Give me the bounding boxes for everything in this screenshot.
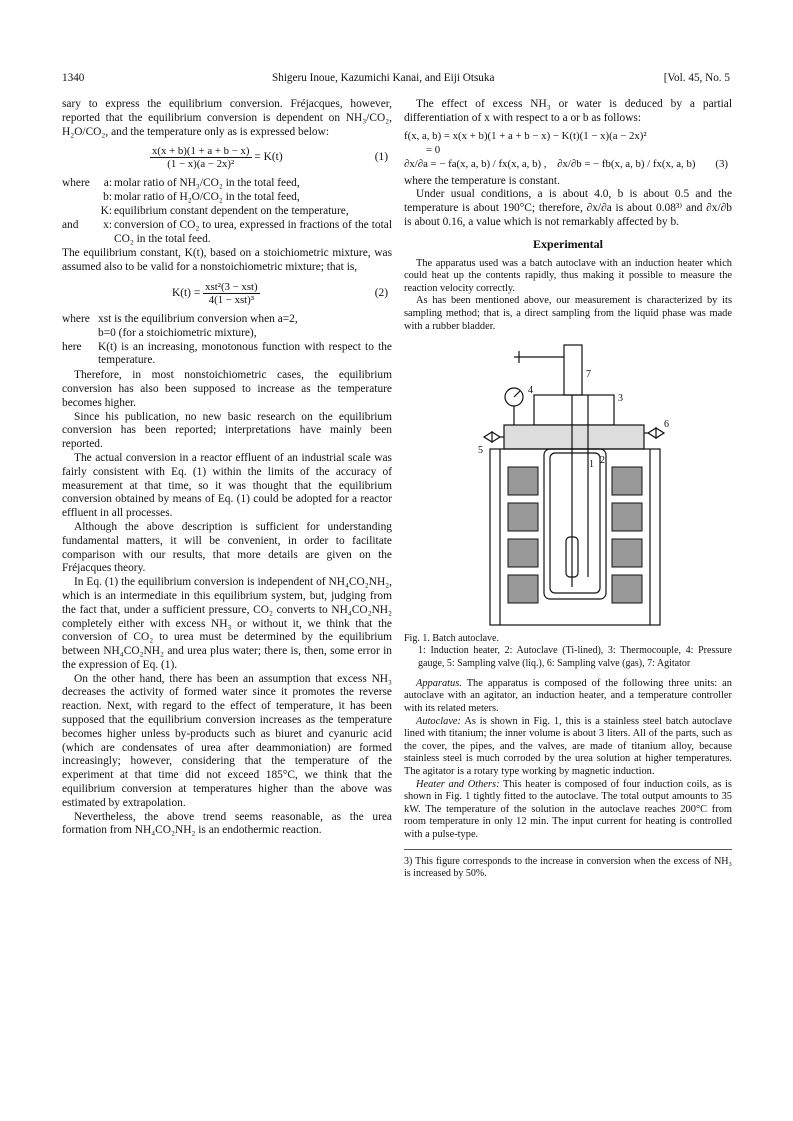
- paragraph-heater: [404, 779, 732, 842]
- equation-1: [62, 143, 392, 173]
- page-number: 1340: [62, 72, 85, 84]
- equation-2: [62, 279, 392, 309]
- paragraph: Nevertheless, the above trend seems reasonable, as the urea formation from NH₄CO₂NH₂ is an endothermic reaction.: [62, 810, 392, 837]
- agitator-motor: [564, 345, 582, 395]
- def-symbol: b:: [103, 191, 112, 204]
- paragraph: sary to express the equilibrium conversion. Fréjacques, however, reported that the equilibrium conversion is dependent on NH₃/CO₂, H₂O/CO₂, and the temperature only as is expressed below:: [62, 98, 392, 138]
- paragraph-text: The apparatus is composed of the following three units: an autoclave with an agitator, an induction heater, and a temperature controller with its related meters.: [404, 677, 732, 714]
- eq3-line-b: = 0: [426, 143, 441, 156]
- run-in-head: Apparatus.: [416, 677, 462, 689]
- paragraph-apparatus: [404, 678, 732, 716]
- right-column: [404, 98, 732, 880]
- left-column: [62, 98, 392, 838]
- symbol-definitions: [62, 177, 392, 246]
- paragraph-text: As is shown in Fig. 1, this is a stainless steel batch autoclave lined with titanium; the inner volume is about 3 liters. All of the parts, such as the cover, the pipes, and the valves, are made of titanium alloy, because stainless steel is much corroded by the urea solution at higher temperatures. The agitator is a rotary type working by magnetic induction.: [404, 715, 732, 777]
- paragraph-text: This heater is composed of four induction coils, as is shown in Fig. 1 tightly fitted to the autoclave. The total output amounts to 35 kW. The temperature of the solution in the autoclave reaches 200°C from room temperature in only 12 min. The input current for heating is controlled with a pulse-type.: [404, 778, 732, 840]
- def-text: molar ratio of H₂O/CO₂ in the total feed,: [114, 191, 300, 204]
- def-text: b=0 (for a stoichiometric mixture),: [98, 326, 257, 339]
- def-text: equilibrium constant dependent on the temperature,: [114, 204, 349, 217]
- def-lead: where: [62, 312, 90, 325]
- paragraph: In Eq. (1) the equilibrium conversion is independent of NH₄CO₂NH₂, which is an intermediate in this equilibrium system, but, judging from the fact that, under a sufficient pressure, CO₂ converts to NH₄CO₂NH₂ completely either with excess NH₃ or without it, we think that the conversion of CO₂ to urea must be determined by the equilibrium between NH₄CO₂NH₂ and urea plus water; there is, then, some error in the expression of Eq. (1).: [62, 576, 392, 671]
- fig-label-6: 6: [664, 419, 669, 431]
- footnote: 3) This figure corresponds to the increase in conversion when the excess of NH₃ is increased by 50%.: [404, 849, 732, 880]
- fig-label-1: 1: [589, 459, 594, 471]
- def-lead: here: [62, 340, 82, 353]
- sampling-valve-liq: [484, 432, 500, 442]
- figure-title: Fig. 1. Batch autoclave.: [404, 633, 499, 645]
- paragraph-autoclave: [404, 716, 732, 779]
- eq2-numerator: xst²(3 − xst): [205, 280, 258, 293]
- eq1-numerator: x(x + b)(1 + a + b − x): [152, 145, 250, 158]
- paragraph: The equilibrium constant, K(t), based on a stoichiometric mixture, was assumed also to be valid for a nonstoichiometric mixture; that is,: [62, 247, 392, 274]
- eq3-line-a: f(x, a, b) = x(x + b)(1 + a + b − x) − K(t)(1 − x)(a − 2x)²: [404, 129, 647, 142]
- header-volume: [Vol. 45, No. 5: [663, 72, 730, 84]
- def-lead: [62, 191, 96, 205]
- run-in-head: Heater and Others:: [416, 778, 500, 790]
- paragraph: where the temperature is constant.: [404, 174, 560, 187]
- def-symbol: a:: [103, 177, 112, 190]
- sampling-valve-gas: [648, 428, 664, 438]
- paragraph: On the other hand, there has been an assumption that excess NH₃ decreases the activity of formed water since it promotes the reverse reaction. Next, with regard to the effect of temperature, it has been supposed that the equilibrium conversion increases as the temperature becomes higher unless by-products such as biuret and cyanuric acid (which are condensates of urea after deammoniation) are formed increasingly; however, considering that the temperature of the experiment at that time did not exceed 185°C, we think that the equilibrium conversion at temperatures higher than the above was estimated by extrapolation.: [62, 672, 392, 809]
- autoclave-cover: [504, 425, 644, 449]
- eq1-tag: (1): [374, 151, 388, 164]
- fig-label-3: 3: [618, 393, 623, 405]
- running-header: [62, 72, 730, 88]
- eq1-rhs: = K(t): [254, 151, 283, 164]
- eq2-lhs: K(t) =: [172, 287, 201, 300]
- equation-3: [404, 129, 732, 173]
- def-symbol: x:: [103, 218, 112, 231]
- autoclave-diagram: [404, 337, 732, 627]
- eq3-tag: (3): [715, 157, 728, 170]
- paragraph: The actual conversion in a reactor effluent of an industrial scale was fairly consistent with Eq. (1) within the limits of the accuracy of measurement at that time, so it was thought that the equilibrium conversion obtained by means of Eq. (1) could be adopted for a reactor effluent in all processes.: [62, 451, 392, 520]
- def-symbol: K:: [100, 204, 112, 217]
- def-text: conversion of CO₂ to urea, expressed in fractions of the total CO₂ in the total feed.: [114, 218, 392, 245]
- paragraph: Therefore, in most nonstoichiometric cases, the equilibrium conversion has also been supposed to increase as the temperature becomes higher.: [62, 369, 392, 409]
- figure-1-autoclave: [404, 337, 732, 627]
- paragraph: Since his publication, no new basic research on the equilibrium conversion has been reported; interpretations have mainly been reported.: [62, 410, 392, 451]
- paragraph: As has been mentioned above, our measurement is characterized by its sampling method; that is, a direct sampling from the liquid phase was made with a rubber bladder.: [404, 295, 732, 332]
- def-text: K(t) is an increasing, monotonous function with respect to the temperature.: [98, 340, 392, 367]
- eq3-partial-b: ∂x/∂b = − fb(x, a, b) / fx(x, a, b): [557, 157, 696, 170]
- def-lead: [62, 205, 96, 219]
- def-text: xst is the equilibrium conversion when a=2,: [98, 312, 298, 325]
- def-lead: where: [62, 177, 90, 190]
- eq3-partial-a: ∂x/∂a = − fa(x, a, b) / fx(x, a, b) ,: [404, 157, 547, 170]
- fig-label-2: 2: [600, 455, 605, 467]
- def-text: molar ratio of NH₃/CO₂ in the total feed,: [114, 177, 300, 190]
- eq2-tag: (2): [374, 286, 388, 299]
- eq1-denominator: (1 − x)(a − 2x)²: [167, 158, 235, 171]
- fig-label-5: 5: [478, 445, 483, 457]
- def-lead: [62, 327, 96, 341]
- induction-coils: [508, 467, 642, 603]
- figure-legend: 1: Induction heater, 2: Autoclave (Ti-lined), 3: Thermocouple, 4: Pressure gauge, 5: Sampling valve (liq.), 6: Sampling valve (gas), 7: Agitator: [418, 645, 732, 669]
- section-heading: Experimental: [533, 236, 603, 251]
- def-lead: and: [62, 218, 79, 231]
- run-in-head: Autoclave:: [416, 715, 462, 727]
- eq2-denominator: 4(1 − xst)³: [208, 293, 255, 306]
- header-authors: Shigeru Inoue, Kazumichi Kanai, and Eiji Otsuka: [272, 72, 495, 84]
- autoclave-head: [534, 395, 614, 425]
- fig-label-4: 4: [528, 385, 533, 397]
- paragraph: The effect of excess NH₃ or water is deduced by a partial differentiation of x with respect to a or b as follows:: [404, 98, 732, 124]
- paragraph: Although the above description is sufficient for understanding fundamental matters, it will be convenient, in order to facilitate comparison with our results, that more details are given on the Fréjacques theory.: [62, 520, 392, 575]
- figure-caption: [404, 633, 732, 670]
- fig-label-7: 7: [586, 369, 591, 381]
- symbol-definitions-2: [62, 313, 392, 368]
- paragraph: Under usual conditions, a is about 4.0, b is about 0.5 and the temperature is about 190°C; therefore, ∂x/∂a is about 0.08³⁾ and ∂x/∂b is about 0.16, a value which is not remarkably affected by b.: [404, 188, 732, 228]
- paragraph: The apparatus used was a batch autoclave with an induction heater which could heat up the contents rapidly, thus making it possible to measure the reaction velocity correctly.: [404, 257, 732, 294]
